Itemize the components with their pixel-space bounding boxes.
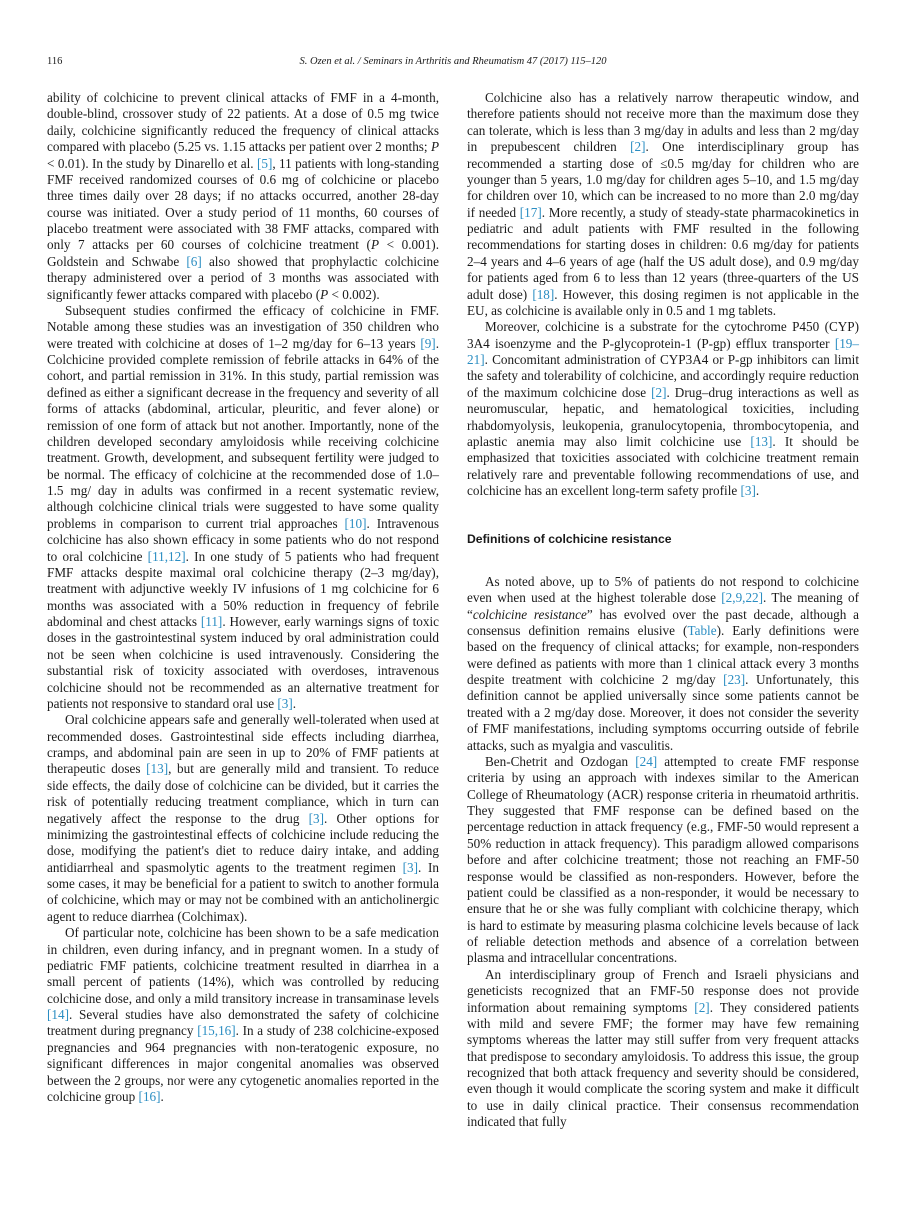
citation-link[interactable]: [14] <box>47 1007 69 1022</box>
citation-link[interactable]: [3] <box>308 810 324 826</box>
paragraph: An interdisciplinary group of French and Israeli physicians and geneticists recognized that an FMF-50 response does not provide information about remaining symptoms [2]. They considered patients with mild and severe FMF; the former may have few remaining symptoms whereas the latter may still suffer from very frequent attacks that predispose to secondary amyloidosis. To address this issue, the group recognized that both attack frequency and severity should be considered, even though it would complicate the scoring system and make it difficult to use in daily clinical practice. Their consensus recommendation indicated that fully <box>467 966 860 1130</box>
citation-link[interactable]: [11,12] <box>147 548 186 564</box>
citation-link[interactable]: [24] <box>635 753 658 769</box>
citation-link[interactable]: [3] <box>740 483 756 498</box>
citation-link[interactable]: [2,9,22] <box>721 590 764 606</box>
paragraph: As noted above, up to 5% of patients do not respond to colchicine even when used at the highest tolerable dose [2,9,22]. The meaning of “colchicine resistance” has evolved over the past decade, although a consensus definition remains elusive (Table). Early definitions were based on the frequency of clinical attacks; for example, non-responders were defined as patients with more than 1 clinical attack every 3 months despite treatment with colchicine 2 mg/day [23]. Unfortunately, this definition cannot be applied universally since some patients cannot be treated with a 2 mg/day dose. Moreover, it does not consider the severity of FMF manifestations, including symptoms occurring outside of febrile attacks, such as myalgia and vasculitis. <box>467 573 859 753</box>
citation-link[interactable]: [5] <box>256 155 273 171</box>
right-column <box>467 90 859 1131</box>
citation-link[interactable]: [15,16] <box>197 1023 236 1039</box>
paragraph: ability of colchicine to prevent clinical attacks of FMF in a 4-month, double-blind, crossover study of 22 patients. At a dose of 0.5 mg twice daily, colchicine significantly reduced the frequency of clinical attacks compared with placebo (5.25 vs. 1.15 attacks per patient over 2 months; P < 0.01). In the study by Dinarello et al. [5], 11 patients with long-standing FMF received randomized courses of 0.6 mg of colchicine or placebo three times daily over 28 days; if no attacks occurred, another 28-day course was initiated. Over a study period of 11 months, 60 courses of placebo treatment were associated with 38 FMF attacks, compared with only 7 attacks per 60 courses of colchicine treatment (P < 0.001). Goldstein and Schwabe [6] also showed that prophylactic colchicine therapy administered over a period of 3 months was associated with significantly fewer attacks compared with placebo (P < 0.002). <box>47 90 439 302</box>
citation-link[interactable]: [13] <box>750 433 773 449</box>
citation-link[interactable]: [19–21] <box>467 335 859 367</box>
paragraph: Moreover, colchicine is a substrate for the cytochrome P450 (CYP) 3A4 isoenzyme and the P-glycoprotein-1 (P-gp) efflux transporter [19–21]. Concomitant administration of CYP3A4 or P-gp inhibitors can limit the safety and tolerability of colchicine, and accordingly require reduction of the maximum colchicine dose [2]. Drug–drug interactions as well as neuromuscular, hepatic, and hematological toxicities, including rhabdomyolysis, leukopenia, granulocytopenia, thrombocytopenia, and aplastic anemia may also limit colchicine use [13]. It should be emphasized that toxicities associated with colchicine treatment remain relatively rare and preventable following recommendations of use, and colchicine has an excellent long-term safety profile [3]. <box>467 319 859 498</box>
p-value-label: P <box>370 237 379 253</box>
page-header <box>47 56 859 70</box>
p-value-label: P <box>320 286 329 302</box>
citation-link[interactable]: [16] <box>138 1088 161 1104</box>
running-head: S. Ozen et al. / Seminars in Arthritis and Rheumatism 47 (2017) 115–120 <box>299 56 607 67</box>
citation-link[interactable]: [3] <box>277 695 293 711</box>
page-number: 116 <box>47 56 63 67</box>
citation-link[interactable]: [11] <box>200 614 223 629</box>
table-link[interactable]: Table <box>687 622 717 638</box>
paragraph: Subsequent studies confirmed the efficacy of colchicine in FMF. Notable among these studies was an investigation of 350 children who were treated with colchicine at doses of 1–2 mg/day for 6–13 years [9]. Colchicine provided complete remission of febrile attacks in 64% of the cohort, and partial remission in 31%. In this study, partial remission was defined as either a significant decrease in the frequency and severity of all forms of attacks (abdominal, articular, pleuritic, and fever alone) or remission of one form of attack but not another. Importantly, none of the children developed secondary amyloidosis while receiving colchicine treatment. Growth, development, and subsequent fertility were judged to be normal. The efficacy of colchicine at the recommended dose of 1.0–1.5 mg/ day in adults was confirmed in a recent systematic review, although colchicine clinical trials were suggested to have some quality problems in comparison to current trial approaches [10]. Intravenous colchicine has also shown efficacy in some patients who do not respond to oral colchicine [11,12]. In one study of 5 patients who had frequent FMF attacks despite maximal oral colchicine therapy (2–3 mg/day), treatment with adjunctive weekly IV infusions of 1 mg colchicine for 6 months was associated with a 50% reduction in frequency of febrile abdominal and chest attacks [11]. However, early warnings signs of toxic doses in the gastrointestinal system induced by oral administration could not be seen when colchicine is used intravenously. Considering the substantial risk of toxicity associated with overdoses, intravenous colchicine should not be recommended as an alternative treatment for patients not responsive to standard oral use [3]. <box>47 302 439 711</box>
section-heading: Definitions of colchicine resistance <box>467 532 672 547</box>
citation-link[interactable]: [2] <box>694 999 710 1015</box>
paragraph: Colchicine also has a relatively narrow therapeutic window, and therefore patients should not receive more than the maximum dose they can tolerate, which is less than 3 mg/day in adults and less than 2 mg/day in prepubescent children [2]. One interdisciplinary group has recommended a starting dose of ≤0.5 mg/day for children who are younger than 5 years, 1.0 mg/day for children ages 5–10, and 1.5 mg/day for children over 10, which can be increased to no more than 2.0 mg/day if needed [17]. More recently, a study of steady-state pharmacokinetics in pediatric and adult patients with FMF resulted in the following recommendations for starting doses in children: 0.6 mg/day for patients 2–4 years and 4–6 years of age (half the US adult dose), and 0.9 mg/day for patients aged from 6 to less than 12 years (three-quarters of the US adult dose) [18]. However, this dosing regimen is not applicable in the EU, as colchicine is available only in 0.5 and 1 mg tablets. <box>467 90 859 318</box>
citation-link[interactable]: [6] <box>186 253 202 269</box>
citation-link[interactable]: [17] <box>519 204 542 220</box>
paragraph: Of particular note, colchicine has been shown to be a safe medication in children, even during infancy, and in pregnant women. In a study of pediatric FMF patients, colchicine treatment resulted in diarrhea in a small percent of patients (14%), which was controlled by reducing colchicine dose, and only a mild transitory increase in transaminase levels [14]. Several studies have also demonstrated the safety of colchicine treatment during pregnancy [15,16]. In a study of 238 colchicine-exposed pregnancies and 964 pregnancies with non-teratogenic exposure, no significant differences in major congenital anomalies was observed between the 2 groups, nor were any cytogenetic anomalies reported in the colchicine group [16]. <box>47 925 439 1104</box>
citation-link[interactable]: [3] <box>402 859 418 875</box>
citation-link[interactable]: [10] <box>344 515 367 531</box>
citation-link[interactable]: [18] <box>532 286 555 302</box>
citation-link[interactable]: [2] <box>651 384 667 400</box>
citation-link[interactable]: [23] <box>723 672 746 687</box>
emphasis-term: colchicine resistance <box>472 606 587 622</box>
left-column <box>47 90 439 1105</box>
paragraph: Ben-Chetrit and Ozdogan [24] attempted to create FMF response criteria by using an approach with indexes similar to the American College of Rheumatology (ACR) response criteria in rheumatoid arthritis. They suggested that FMF response can be defined based on the percentage reduction in attack frequency (e.g., FMF-50 would represent a 50% reduction in attack frequency). This paradigm allowed comparisons before and after colchicine treatment; those not reaching an FMF-50 response would be classified as non-responders. However, before the patient could be classified as a non-responder, it would be necessary to ensure that he or she was fully compliant with colchicine therapy, which is hard to estimate by measuring plasma colchicine levels because of lack of reliable detection methods and absence of a correlation between plasma and intracellular concentrations. <box>467 753 859 966</box>
citation-link[interactable]: [9] <box>420 335 436 351</box>
citation-link[interactable]: [13] <box>146 761 169 777</box>
citation-link[interactable]: [2] <box>630 139 646 155</box>
paragraph: Oral colchicine appears safe and generally well-tolerated when used at recommended doses. Gastrointestinal side effects including diarrhea, cramps, and abdominal pain are seen in up to 20% of FMF patients at therapeutic doses [13], but are generally mild and transient. To reduce side effects, the daily dose of colchicine can be divided, but it carries the risk of potentially reducing treatment compliance, which in turn can negatively affect the response to the drug [3]. Other options for minimizing the gastrointestinal effects of colchicine include reducing the dose, modifying the patient's diet to reduce dairy intake, and adding antidiarrheal and spasmolytic agents to the treatment regimen [3]. In some cases, it may be beneficial for a patient to switch to another formula of colchicine, which may or may not be combined with an anticholinergic agent to reduce diarrhea (Colchimax). <box>47 712 439 924</box>
p-value-label: P <box>430 139 439 155</box>
